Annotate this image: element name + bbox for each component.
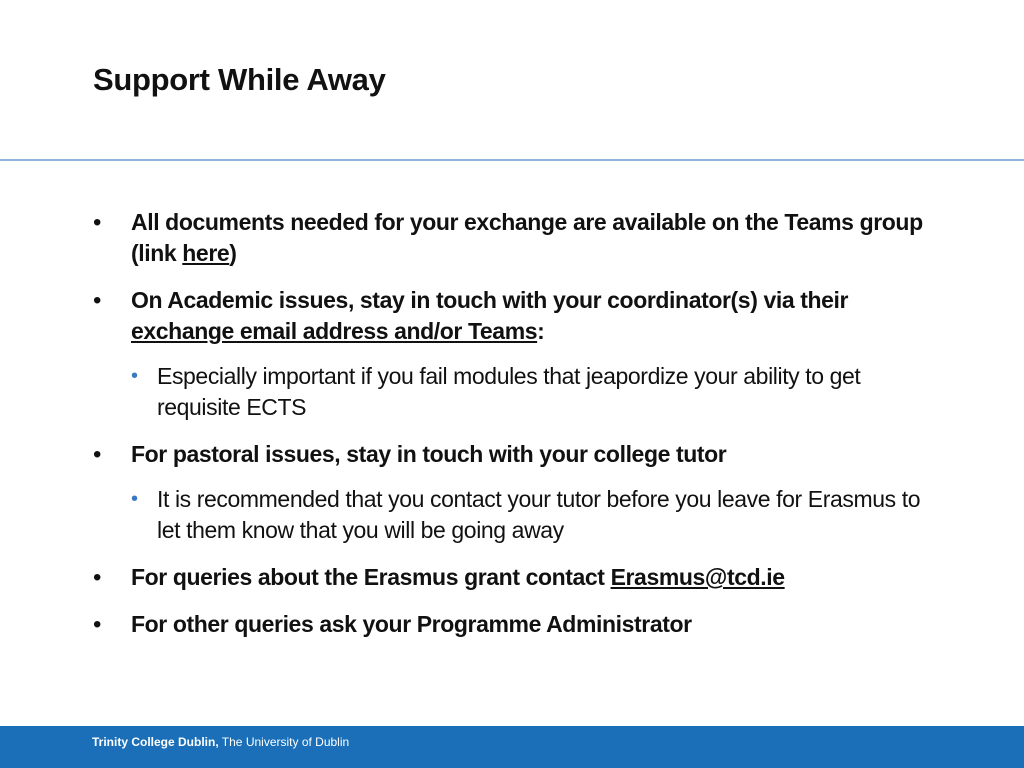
bullet-text-start: On Academic issues, stay in touch with your coordinator(s) via their — [131, 287, 849, 313]
bullet-list — [93, 207, 943, 640]
sub-bullet-marker: • — [131, 365, 139, 387]
title-divider — [0, 159, 1024, 161]
bullet-item-other-queries — [93, 609, 943, 640]
bullet-text — [131, 285, 943, 347]
bullet-text-start: All documents needed for your exchange are available on the Teams group (link — [131, 209, 923, 266]
bullet-text-start: For queries about the Erasmus grant contact — [131, 564, 611, 590]
bullet-marker: • — [93, 564, 102, 591]
sub-bullet-fail-modules — [93, 361, 943, 423]
bullet-item-teams-documents — [93, 207, 943, 269]
sub-bullet-text: Especially important if you fail modules that jeapordize your ability to get requisite ECTS — [157, 363, 861, 420]
bullet-text — [131, 207, 943, 269]
footer-text — [92, 735, 349, 749]
bullet-marker: • — [93, 611, 102, 638]
footer-bar — [0, 726, 1024, 768]
bullet-text-end: : — [537, 318, 545, 344]
exchange-email-teams-link[interactable]: exchange email address and/or Teams — [131, 318, 538, 344]
erasmus-email-link[interactable]: Erasmus@tcd.ie — [610, 564, 785, 590]
bullet-marker: • — [93, 209, 102, 236]
bullet-text — [131, 562, 943, 593]
footer-institution: Trinity College Dublin, — [92, 735, 219, 749]
teams-link-here[interactable]: here — [182, 240, 230, 266]
bullet-item-erasmus-grant — [93, 562, 943, 593]
bullet-item-academic-issues — [93, 285, 943, 347]
bullet-text: For pastoral issues, stay in touch with your college tutor — [131, 441, 727, 467]
sub-bullet-marker: • — [131, 488, 139, 510]
bullet-text: For other queries ask your Programme Administrator — [131, 611, 692, 637]
bullet-marker: • — [93, 287, 102, 314]
footer-subtitle: The University of Dublin — [218, 735, 350, 749]
slide-title: Support While Away — [93, 62, 386, 97]
bullet-marker: • — [93, 441, 102, 468]
bullet-text-end: ) — [229, 240, 237, 266]
sub-bullet-text: It is recommended that you contact your tutor before you leave for Erasmus to let them know that you will be going away — [157, 486, 921, 543]
sub-bullet-contact-tutor — [93, 484, 943, 546]
bullet-item-pastoral-issues — [93, 439, 943, 470]
